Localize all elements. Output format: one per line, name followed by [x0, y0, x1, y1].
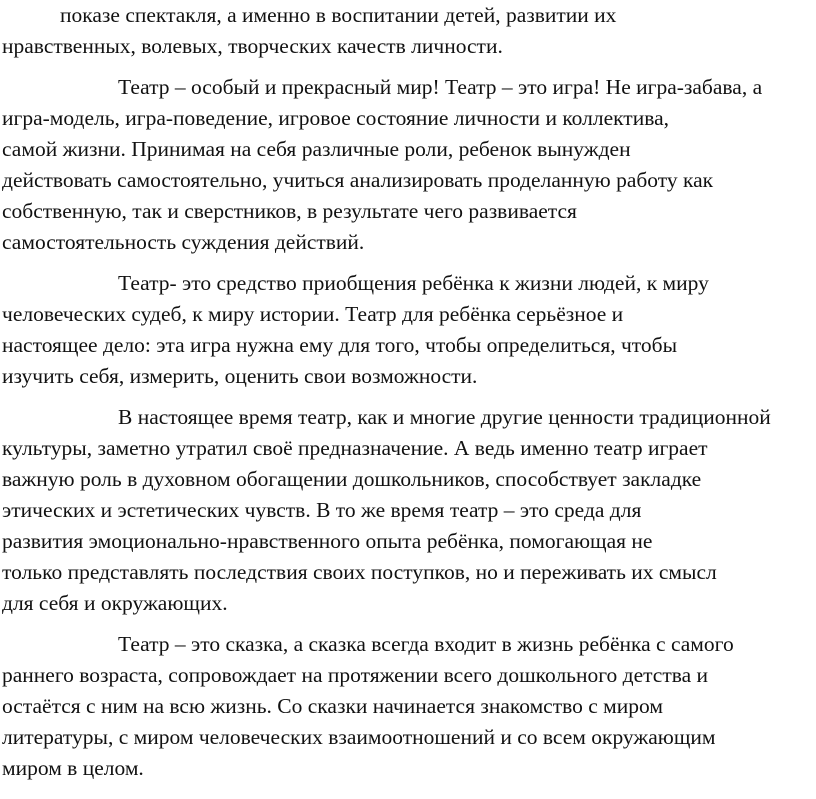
document-page	[2, 0, 814, 794]
text-line: собственную, так и сверстников, в результате чего развивается	[2, 199, 577, 223]
text-line: игра-модель, игра-поведение, игровое состояние личности и коллектива,	[2, 106, 669, 130]
text-line: культуры, заметно утратил своё предназначение. А ведь именно театр играет	[2, 436, 708, 460]
text-line: человеческих судеб, к миру истории. Театр для ребёнка серьёзное и	[2, 302, 624, 326]
text-line: изучить себя, измерить, оценить свои возможности.	[2, 364, 478, 388]
text-line: настоящее дело: эта игра нужна ему для того, чтобы определиться, чтобы	[2, 333, 678, 357]
text-line: Театр – особый и прекрасный мир! Театр – это игра! Не игра-забава, а	[118, 75, 763, 99]
text-line: самой жизни. Принимая на себя различные роли, ребенок вынужден	[2, 137, 631, 161]
text-line: В настоящее время театр, как и многие другие ценности традиционной	[118, 405, 771, 429]
text-line: только представлять последствия своих поступков, но и переживать их смысл	[2, 560, 717, 584]
text-line: этических и эстетических чувств. В то же время театр – это среда для	[2, 498, 642, 522]
paragraph-4	[2, 402, 814, 619]
text-line: важную роль в духовном обогащении дошкольников, способствует закладке	[2, 467, 702, 491]
paragraph-2	[2, 72, 814, 258]
text-line: нравственных, волевых, творческих качеств личности.	[2, 34, 503, 58]
text-line: действовать самостоятельно, учиться анализировать проделанную работу как	[2, 168, 714, 192]
text-line: миром в целом.	[2, 756, 144, 780]
text-line: Театр – это сказка, а сказка всегда входит в жизнь ребёнка с самого	[118, 632, 734, 656]
paragraph-1	[2, 0, 814, 62]
text-line: Театр- это средство приобщения ребёнка к жизни людей, к миру	[118, 271, 709, 295]
text-line: литературы, с миром человеческих взаимоотношений и со всем окружающим	[2, 725, 716, 749]
text-line: остаётся с ним на всю жизнь. Со сказки начинается знакомство с миром	[2, 694, 663, 718]
text-line: для себя и окружающих.	[2, 591, 228, 615]
paragraph-5	[2, 629, 814, 784]
text-line: развития эмоционально-нравственного опыта ребёнка, помогающая не	[2, 529, 653, 553]
paragraph-3	[2, 268, 814, 392]
text-line: показе спектакля, а именно в воспитании детей, развитии их	[60, 3, 617, 27]
text-line: раннего возраста, сопровождает на протяжении всего дошкольного детства и	[2, 663, 709, 687]
text-line: самостоятельность суждения действий.	[2, 230, 365, 254]
